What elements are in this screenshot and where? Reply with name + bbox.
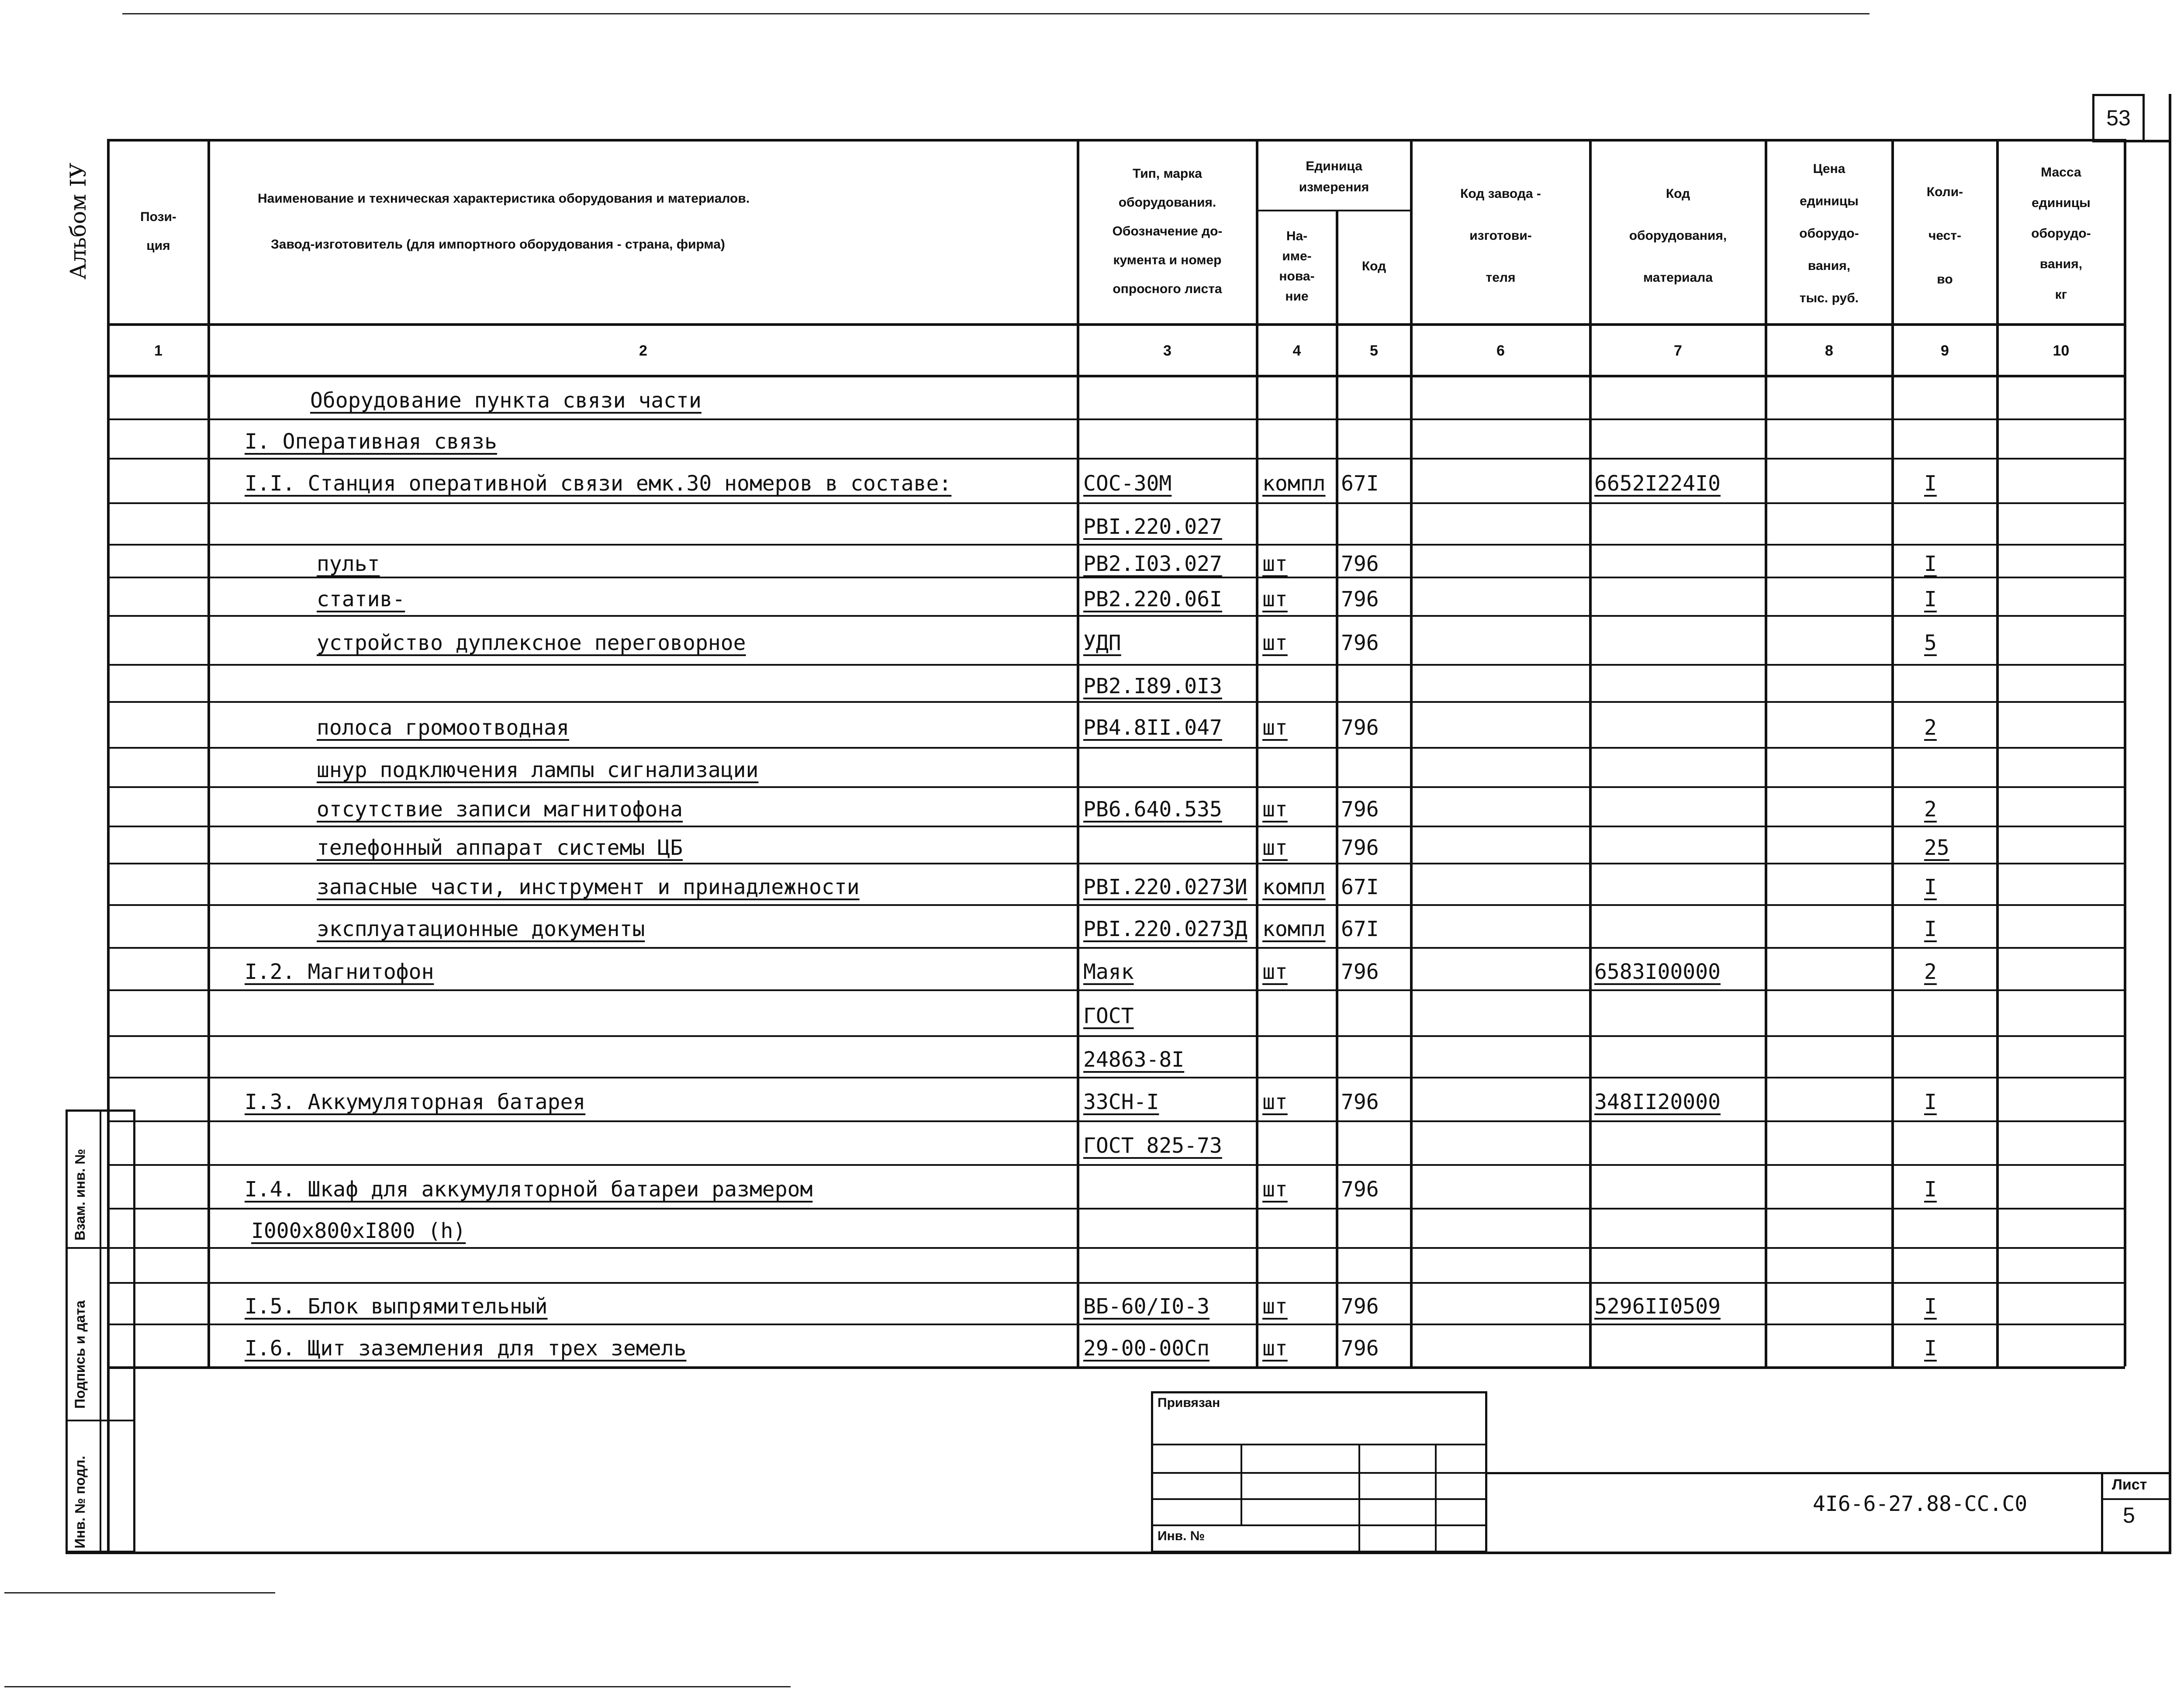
row-name: I000x800xI800 (h)	[251, 1219, 466, 1243]
row-name: полоса громоотводная	[317, 715, 569, 740]
row-code: 67I	[1341, 874, 1379, 899]
row-divider	[107, 786, 2125, 788]
row-divider	[107, 701, 2125, 703]
row-name: I.I. Станция оперативной связи емк.30 номеров в составе:	[245, 471, 952, 496]
row-name: эксплуатационные документы	[317, 917, 645, 941]
side-label-vzam: Взам. инв. №	[72, 1149, 88, 1241]
row-qty: I	[1924, 587, 1937, 612]
row-qty: I	[1924, 1336, 1937, 1361]
row-unit: шт	[1262, 715, 1288, 740]
header-equip-code: Код оборудования, материала	[1629, 187, 1727, 285]
side-label-inv-podl: Инв. № подл.	[72, 1455, 88, 1548]
col-border-7	[1765, 139, 1767, 1366]
scan-edge-line-top	[122, 13, 1870, 14]
row-divider	[107, 664, 2125, 666]
row-type: РВI.220.027	[1083, 514, 1222, 539]
row-unit: компл	[1262, 471, 1326, 496]
privyazan-row-1	[1151, 1444, 1487, 1445]
colnum-3: 3	[1163, 342, 1171, 359]
privyazan-row-3	[1151, 1498, 1487, 1500]
row-unit: шт	[1262, 587, 1288, 612]
row-type: РВ2.I89.0I3	[1083, 674, 1222, 698]
row-qty: I	[1924, 471, 1937, 496]
frame-bottom-border	[66, 1552, 2171, 1554]
privyazan-col-2	[1358, 1444, 1360, 1553]
page-number-box	[2092, 94, 2145, 142]
row-code: 796	[1341, 1177, 1379, 1202]
col-border-9	[1996, 139, 1999, 1366]
row-unit: шт	[1262, 835, 1288, 860]
row-divider	[107, 1324, 2125, 1325]
row-name: I.4. Шкаф для аккумуляторной батареи размером	[245, 1177, 813, 1202]
list-box-divider	[2101, 1498, 2170, 1500]
stamp-title-line	[1485, 1472, 2171, 1474]
row-code: 796	[1341, 715, 1379, 740]
row-divider	[107, 863, 2125, 864]
row-divider	[107, 502, 2125, 504]
doc-code: 4I6-6-27.88-СС.С0	[1813, 1492, 2028, 1516]
header-name-line1: Наименование и техническая характеристика оборудования и материалов.	[258, 191, 750, 206]
row-divider	[107, 826, 2125, 827]
row-unit: шт	[1262, 1294, 1288, 1319]
privyazan-row-4	[1151, 1524, 1487, 1526]
row-unit: компл	[1262, 917, 1326, 941]
row-qty: I	[1924, 1294, 1937, 1319]
row-unit: шт	[1262, 959, 1288, 984]
row-type: РВ6.640.535	[1083, 797, 1222, 822]
frame-top-right	[2092, 140, 2170, 142]
header-price: Цена единицы оборудо- вания, тыс. руб.	[1799, 162, 1859, 305]
row-qty: I	[1924, 917, 1937, 941]
col-border-10	[2124, 139, 2126, 1366]
col-border-4	[1336, 210, 1338, 1366]
colnum-5: 5	[1370, 342, 1378, 359]
row-name: I.3. Аккумуляторная батарея	[245, 1090, 586, 1114]
row-divider	[107, 544, 2125, 546]
header-qty: Коли- чест- во	[1926, 185, 1963, 287]
row-name: I.2. Магнитофон	[245, 959, 434, 984]
row-qty: 5	[1924, 631, 1937, 655]
row-name: I.5. Блок выпрямительный	[245, 1294, 548, 1319]
row-qty: I	[1924, 1090, 1937, 1114]
scan-edge-line-bottom-2	[4, 1686, 791, 1687]
row-name: устройство дуплексное переговорное	[317, 631, 746, 655]
colnum-9: 9	[1941, 342, 1949, 359]
list-label: Лист	[2112, 1476, 2147, 1493]
colnum-8: 8	[1825, 342, 1833, 359]
row-name: запасные части, инструмент и принадлежности	[317, 874, 860, 899]
col-border-6	[1589, 139, 1592, 1366]
inv-no-label: Инв. №	[1158, 1529, 1205, 1543]
row-divider	[107, 1035, 2125, 1037]
row-code: 67I	[1341, 471, 1379, 496]
header-unit-name: На- име- нова- ние	[1279, 229, 1315, 304]
row-divider	[107, 1164, 2125, 1166]
privyazan-row-2	[1151, 1472, 1487, 1474]
row-code: 796	[1341, 631, 1379, 655]
colnum-1: 1	[154, 342, 162, 359]
row-qty: I	[1924, 874, 1937, 899]
row-divider	[107, 418, 2125, 420]
row-unit: компл	[1262, 874, 1326, 899]
col-border-5	[1410, 139, 1413, 1366]
row-equip: 6652I224I0	[1594, 471, 1721, 496]
album-label: Альбом IУ	[66, 162, 91, 280]
header-unit: Единица измерения	[1299, 159, 1369, 194]
privyazan-col-1	[1241, 1444, 1242, 1524]
row-unit: шт	[1262, 631, 1288, 655]
row-divider	[107, 1282, 2125, 1284]
row-divider	[107, 577, 2125, 578]
row-divider	[107, 747, 2125, 749]
col-border-3	[1256, 139, 1258, 1366]
colnum-7: 7	[1674, 342, 1682, 359]
privyazan-label: Привязан	[1158, 1396, 1220, 1410]
row-divider	[107, 1120, 2125, 1122]
privyazan-col-3	[1435, 1444, 1437, 1553]
row-name: телефонный аппарат системы ЦБ	[317, 835, 683, 860]
row-name: отсутствие записи магнитофона	[317, 797, 683, 822]
row-equip: 348II20000	[1594, 1090, 1721, 1114]
colnum-bottom-border	[107, 375, 2125, 377]
row-equip: 6583I00000	[1594, 959, 1721, 984]
header-type: Тип, марка оборудования. Обозначение до- кумента и номер опросного листа	[1112, 166, 1223, 296]
row-equip: 5296II0509	[1594, 1294, 1721, 1319]
row-divider	[107, 615, 2125, 617]
col-border-2	[1077, 139, 1079, 1366]
col-border-8	[1891, 139, 1894, 1366]
row-unit: шт	[1262, 797, 1288, 822]
page-number: 53	[2106, 106, 2131, 130]
row-name: пульт	[317, 551, 380, 576]
row-qty: 2	[1924, 959, 1937, 984]
row-divider	[107, 1247, 2125, 1249]
row-divider	[107, 1208, 2125, 1210]
colnum-4: 4	[1292, 342, 1301, 359]
row-unit: шт	[1262, 1177, 1288, 1202]
row-divider	[107, 989, 2125, 991]
row-code: 67I	[1341, 917, 1379, 941]
row-code: 796	[1341, 1090, 1379, 1114]
table-top-border	[107, 139, 2125, 142]
row-type: ГОСТ	[1083, 1003, 1134, 1028]
row-name: I.6. Щит заземления для трех земель	[245, 1336, 687, 1361]
row-qty: I	[1924, 1177, 1937, 1202]
row-code: 796	[1341, 1294, 1379, 1319]
row-code: 796	[1341, 587, 1379, 612]
row-code: 796	[1341, 551, 1379, 576]
header-name-line2: Завод-изготовитель (для импортного оборудования - страна, фирма)	[271, 237, 725, 252]
list-number: 5	[2123, 1503, 2135, 1528]
colnum-6: 6	[1496, 342, 1505, 359]
row-type: ГОСТ 825-73	[1083, 1134, 1222, 1158]
row-code: 796	[1341, 797, 1379, 822]
unit-header-divider	[1256, 210, 1411, 211]
colnum-2: 2	[639, 342, 647, 359]
row-type: 33СН-I	[1083, 1090, 1159, 1114]
side-label-podpis: Подпись и дата	[72, 1300, 88, 1409]
row-type: РВI.220.0273И	[1083, 874, 1248, 899]
row-code: 796	[1341, 835, 1379, 860]
row-qty: I	[1924, 551, 1937, 576]
side-stamp-row-2	[66, 1420, 135, 1421]
row-code: 796	[1341, 959, 1379, 984]
frame-right-border	[2169, 94, 2171, 1554]
colnum-10: 10	[2053, 342, 2070, 359]
row-qty: 2	[1924, 715, 1937, 740]
row-type: Маяк	[1083, 959, 1134, 984]
row-divider	[107, 1077, 2125, 1078]
row-type: РВ4.8II.047	[1083, 715, 1222, 740]
row-type: РВ2.220.06I	[1083, 587, 1222, 612]
row-unit: шт	[1262, 1090, 1288, 1114]
row-divider	[107, 458, 2125, 460]
row-type: 24863-8I	[1083, 1047, 1185, 1072]
scan-edge-line-bottom-1	[4, 1592, 275, 1593]
col-border-1	[207, 139, 210, 1366]
row-unit: шт	[1262, 1336, 1288, 1361]
side-stamp-divider	[100, 1109, 101, 1553]
header-maker-code: Код завода - изготови- теля	[1460, 187, 1541, 285]
row-type: УДП	[1083, 631, 1121, 655]
row-divider	[107, 947, 2125, 949]
row-divider	[107, 904, 2125, 906]
header-bottom-border	[107, 323, 2125, 326]
row-type: РВ2.I03.027	[1083, 551, 1222, 576]
row-type: РВI.220.0273Д	[1083, 917, 1248, 941]
header-unit-code: Код	[1362, 259, 1386, 273]
row-name: шнур подключения лампы сигнализации	[317, 758, 759, 782]
row-type: ВБ-60/I0-3	[1083, 1294, 1209, 1319]
row-name: статив-	[317, 587, 405, 612]
table-bottom-border	[107, 1366, 2125, 1369]
row-name: I. Оперативная связь	[245, 429, 497, 454]
row-type: 29-00-00Сп	[1083, 1336, 1209, 1361]
header-position: Пози- ция	[140, 210, 176, 253]
header-mass: Масса единицы оборудо- вания, кг	[2031, 165, 2091, 302]
row-qty: 25	[1924, 835, 1949, 860]
row-type: СОС-30М	[1083, 471, 1172, 496]
row-unit: шт	[1262, 551, 1288, 576]
row-name: Оборудование пункта связи части	[310, 388, 702, 413]
row-qty: 2	[1924, 797, 1937, 822]
row-code: 796	[1341, 1336, 1379, 1361]
side-stamp-row-1	[66, 1247, 135, 1249]
